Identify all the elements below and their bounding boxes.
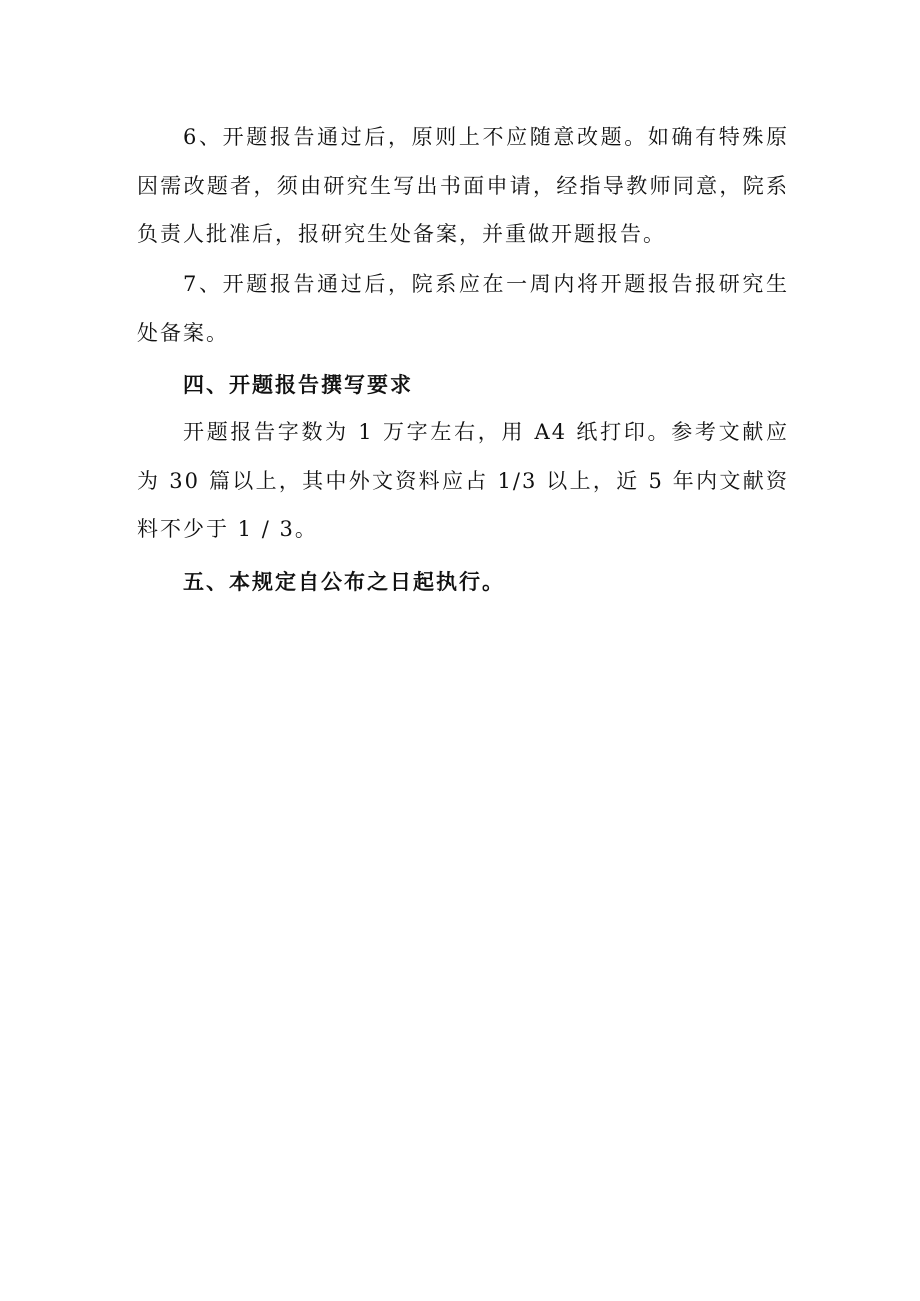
paragraph-requirements: 开题报告字数为 1 万字左右，用 A4 纸打印。参考文献应为 30 篇以上，其中外文资料应占 1/3 以上，近 5 年内文献资料不少于 1 / 3。 (137, 420, 789, 541)
section-heading-4: 四、开题报告撰写要求 (183, 373, 413, 397)
paragraph-item-7: 7、开题报告通过后，院系应在一周内将开题报告报研究生处备案。 (137, 272, 789, 345)
section-heading-5: 五、本规定自公布之日起执行。 (183, 570, 505, 594)
paragraph-item-6: 6、开题报告通过后，原则上不应随意改题。如确有特殊原因需改题者，须由研究生写出书面申请，经指导教师同意，院系负责人批准后，报研究生处备案，并重做开题报告。 (137, 125, 789, 246)
